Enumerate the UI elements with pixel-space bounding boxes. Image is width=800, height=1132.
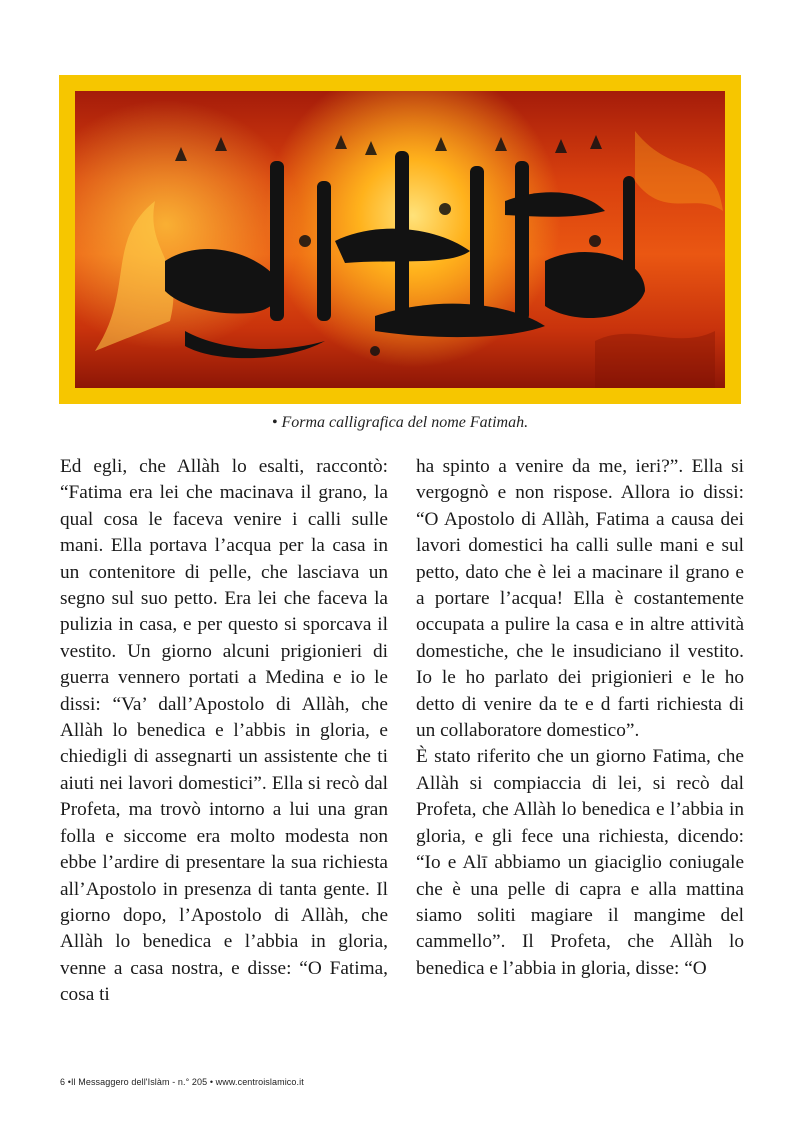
body-paragraph: Ed egli, che Allàh lo esalti, raccontò: “Fatima era lei che macinava il grano, la qual cosa le faceva venire i calli sulle mani. Ella portava l’acqua per la casa in un contenitore di pelle, che lasciava un segno sul suo petto. Era lei che faceva la pulizia in casa, e per questo si sporcava il vestito. Un giorno alcuni prigionieri di guerra vennero portati a Medina e io le dissi: “Va’ dall’Apostolo di Allàh, che Allàh lo benedica e l’abbis in gloria, e chiedigli di assegnarti un assistente che ti aiuti nei lavori domestici”. Ella si recò dal Profeta, ma trovò intorno a lui una gran folla e siccome era molto modesta non ebbe l’ardire di presentare la sua richiesta all’Apostolo in presenza di tanta gente. Il giorno dopo, l’Apostolo di Allàh, che Allàh lo benedica e l’abbia in gloria, venne a casa nostra, e disse: “O Fatima, cosa ti	[60, 456, 388, 1006]
calligraphy-image	[75, 91, 725, 388]
image-caption: • Forma calligrafica del nome Fatimah.	[271, 414, 529, 431]
left-text-column	[60, 454, 388, 1009]
calligraphy-banner	[59, 75, 741, 404]
page-footer: 6 •Il Messaggero dell'Islàm - n.° 205 • www.centroislamico.it	[60, 1077, 304, 1087]
body-paragraph: ha spinto a venire da me, ieri?”. Ella si vergognò e non rispose. Allora io dissi: “O Apostolo di Allàh, Fatima a causa dei lavori domestici ha calli sulle mani e sul petto, dato che è lei a macinare il grano e a portare l’acqua! Ella è costantemente occupata a pulire la casa e in altre attività domestiche, che le insudiciano il vestito. Io le ho parlato dei prigionieri e le ho detto di venire da te e d farti richiesta di un collaboratore domestico”.	[416, 456, 744, 742]
right-text-column	[416, 454, 744, 982]
body-paragraph: È stato riferito che un giorno Fatima, che Allàh si compiaccia di lei, si recò dal Profeta, che Allàh lo benedica e l’abbia in gloria, e gli fece una richiesta, dicendo: “Io e Alī abbiamo un giaciglio coniugale che è una pelle di capra e alla mattina siamo soliti magiare il mangime del cammello”. Il Profeta, che Allàh lo benedica e l’abbia in gloria, disse: “O	[416, 746, 744, 979]
calligraphy-artwork	[75, 91, 725, 388]
